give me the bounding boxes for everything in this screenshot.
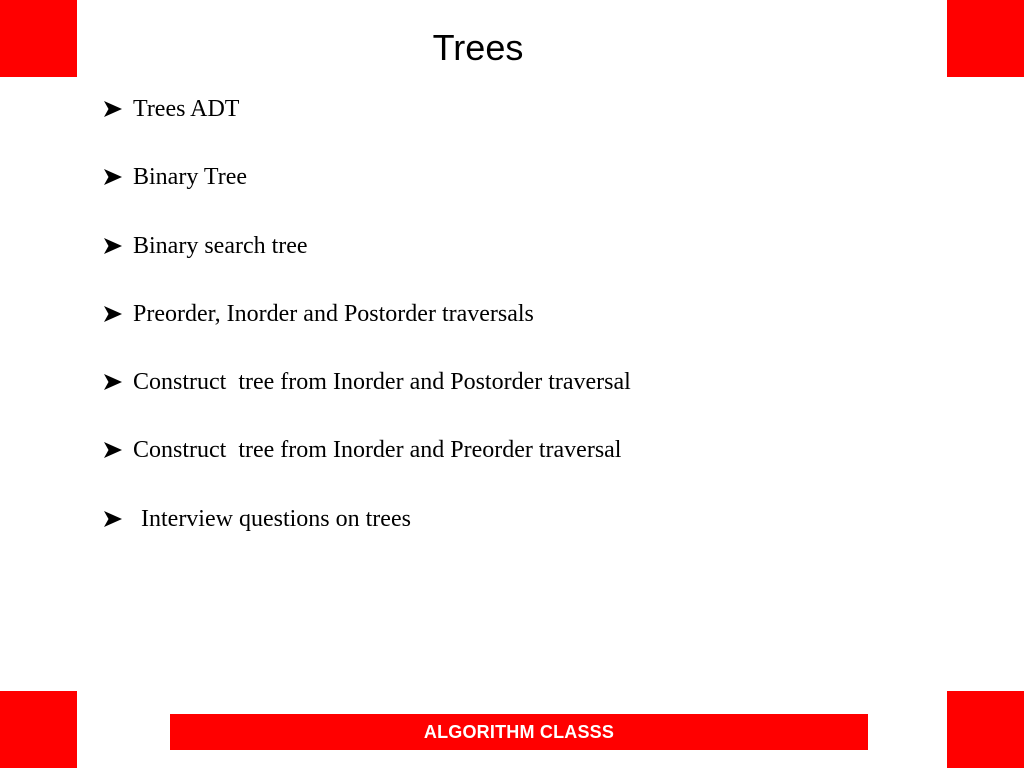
arrow-bullet-icon [104, 306, 122, 322]
arrow-bullet-icon [104, 101, 122, 117]
bullet-text: Binary Tree [133, 164, 247, 191]
bullet-item [104, 502, 631, 570]
bullet-item [104, 160, 631, 228]
bullet-text: Preorder, Inorder and Postorder traversals [133, 300, 534, 327]
corner-decoration-bottom-left [0, 691, 77, 768]
bullet-item [104, 433, 631, 501]
bullet-item [104, 229, 631, 297]
bullet-text: Construct tree from Inorder and Postorder traversal [133, 369, 631, 396]
bullet-text: Trees ADT [133, 96, 240, 122]
arrow-bullet-icon [104, 442, 122, 458]
bullet-text: Binary search tree [133, 232, 308, 259]
corner-decoration-top-right [947, 0, 1024, 77]
slide-title: Trees [432, 27, 524, 68]
bullet-item [104, 365, 631, 433]
footer-bar [170, 714, 868, 750]
arrow-bullet-icon [104, 169, 122, 185]
bullet-item [104, 297, 631, 365]
bullet-text: Construct tree from Inorder and Preorder traversal [133, 437, 622, 464]
arrow-bullet-icon [104, 238, 122, 254]
corner-decoration-bottom-right [947, 691, 1024, 768]
bullet-text: Interview questions on trees [141, 505, 411, 532]
arrow-bullet-icon [104, 374, 122, 390]
footer-label: ALGORITHM CLASSS [423, 721, 615, 742]
arrow-bullet-icon [104, 511, 122, 527]
bullet-list [104, 92, 631, 570]
bullet-item [104, 92, 631, 160]
